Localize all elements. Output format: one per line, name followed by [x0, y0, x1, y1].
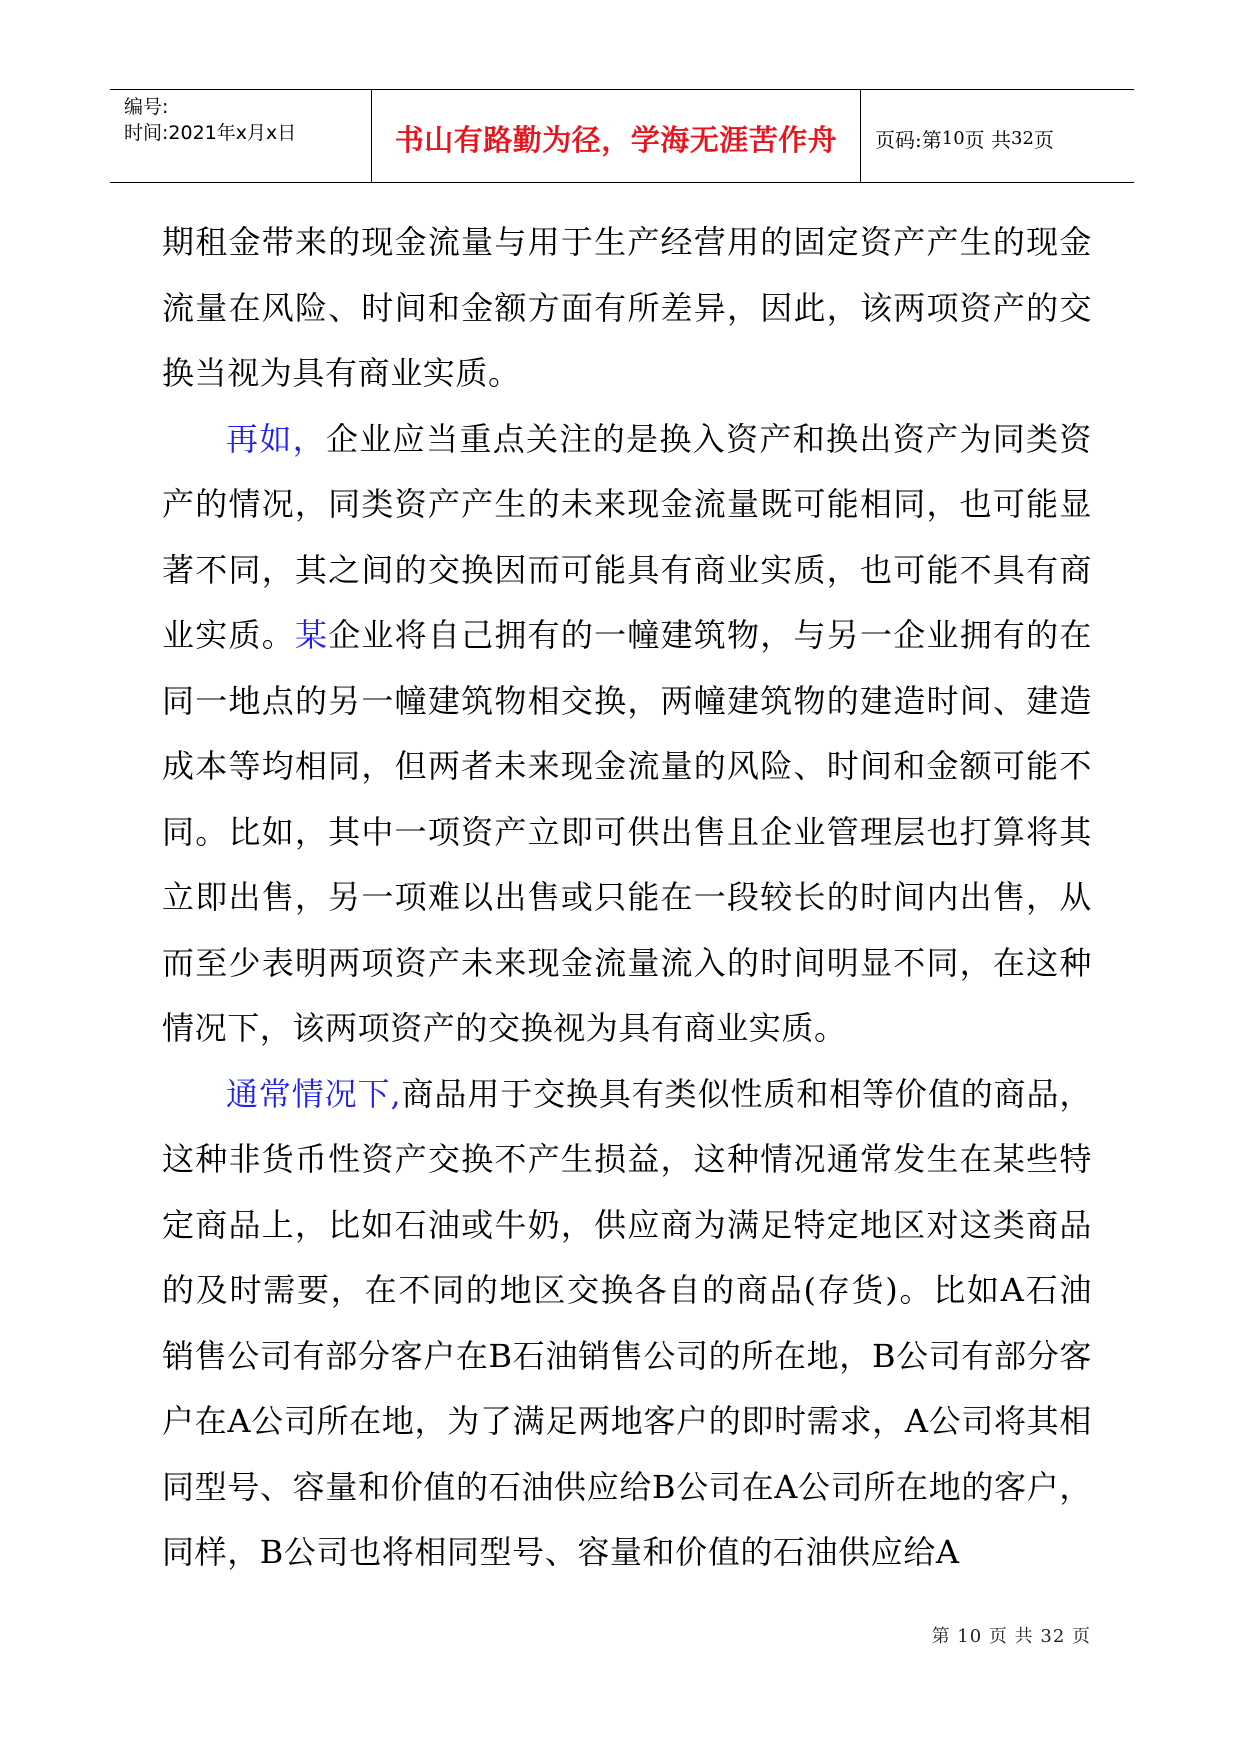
paragraph-lead: 再如，: [226, 419, 327, 458]
page-suffix: 页: [1033, 127, 1054, 152]
number-label: 编号:: [124, 96, 169, 118]
page-prefix: 页码:第: [875, 127, 942, 152]
footer-page-number: 第 10 页 共 32 页: [931, 1626, 1091, 1647]
paragraph-text: 期租金带来的现金流量与用于生产经营用的固定资产产生的现金流量在风险、时间和金额方面有所差异，因此，该两项资产的交换当视为具有商业实质。: [162, 223, 1092, 392]
page-mid: 页 共: [964, 127, 1012, 152]
paragraph-3: [162, 1062, 1092, 1586]
page-current: 10: [941, 127, 965, 149]
paragraph-text: 商品用于交换具有类似性质和相等价值的商品，这种非货币性资产交换不产生损益，这种情况通常发生在某些特定商品上，比如石油或牛奶，供应商为满足特定地区对这类商品的及时需要，在不同的地区交换各自的商品(存货)。比如A石油销售公司有部分客户在B石油销售公司的所在地，B公司有部分客户在A公司所在地，为了满足两地客户的即时需求，A公司将其相同型号、容量和价值的石油供应给B公司在A公司所在地的客户，同样，B公司也将相同型号、容量和价值的石油供应给A: [162, 1074, 1092, 1571]
paragraph-1: [162, 210, 1092, 407]
time-label: 时间:2021年x月x日: [124, 122, 297, 144]
paragraph-lead-2: 某: [294, 616, 329, 654]
paragraph-2: [162, 407, 1092, 1062]
page-total: 32: [1011, 127, 1034, 149]
header-page-cell: [861, 90, 1134, 182]
paragraph-lead: 通常情况下,: [226, 1074, 402, 1113]
page-header: [110, 89, 1134, 183]
document-body: [162, 210, 1092, 1586]
paragraph-text-2: 企业将自己拥有的一幢建筑物，与另一企业拥有的在同一地点的另一幢建筑物相交换，两幢建筑物的建造时间、建造成本等均相同，但两者未来现金流量的风险、时间和金额可能不同。比如，其中一项资产立即可供出售且企业管理层也打算将其立即出售，另一项难以出售或只能在一段较长的时间内出售，从而至少表明两项资产未来现金流量流入的时间明显不同，在这种情况下，该两项资产的交换视为具有商业实质。: [162, 616, 1092, 1047]
page-footer: [932, 1622, 1091, 1648]
header-info-cell: [110, 90, 372, 182]
motto-text: 书山有路勤为径，学海无涯苦作舟: [394, 122, 838, 157]
paragraph-text: 企业应当重点关注的是换入资产和换出资产为同类资产的情况，同类资产产生的未来现金流量既可能相同，也可能显著不同，其之间的交换因而可能具有商业实质，也可能不具有商业实质。: [162, 419, 1092, 654]
header-motto-cell: [372, 90, 861, 182]
